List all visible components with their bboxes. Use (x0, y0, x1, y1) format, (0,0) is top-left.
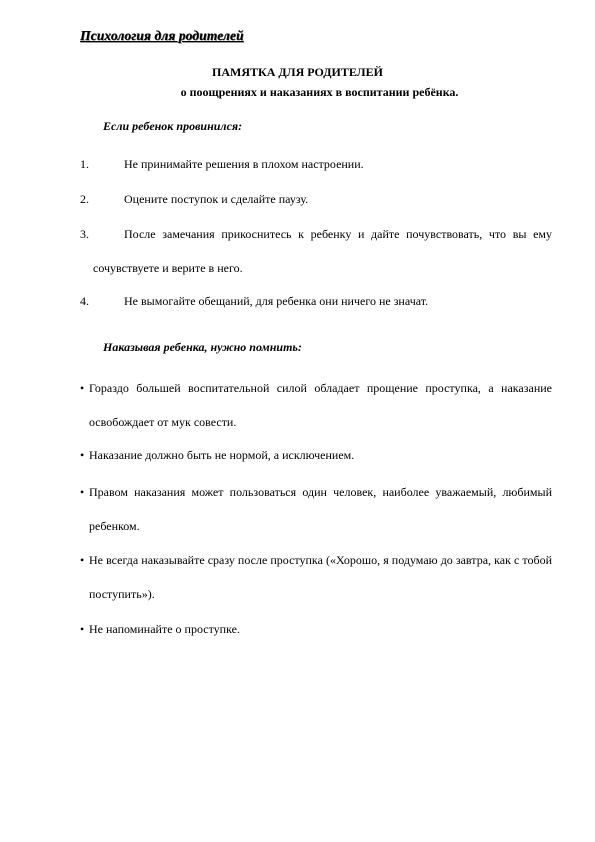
section-heading-punishing: Наказывая ребенка, нужно помнить: (103, 340, 302, 354)
bullet-item-2 (80, 438, 552, 472)
item-text: Не принимайте решения в плохом настроении. (124, 157, 364, 171)
bullet-item-3 (80, 475, 552, 543)
numbered-item-2 (80, 182, 552, 216)
item-number: 1. (80, 157, 89, 171)
memo-subtitle: о поощрениях и наказаниях в воспитании ребёнка. (180, 85, 459, 99)
item-number: 4. (80, 294, 89, 308)
bullet-icon: • (80, 553, 85, 567)
bullet-text: Правом наказания может пользоваться один человек, наиболее уважаемый, любимый ребенком. (89, 485, 552, 533)
bullet-text: Наказание должно быть не нормой, а исключением. (89, 448, 355, 462)
numbered-item-3 (80, 217, 552, 285)
bullet-icon: • (80, 448, 85, 462)
item-number: 3. (80, 227, 89, 241)
item-number: 2. (80, 192, 89, 206)
numbered-item-1 (80, 147, 552, 181)
section-heading-misbehaved: Если ребенок провинился: (103, 119, 243, 133)
memo-title: ПАМЯТКА ДЛЯ РОДИТЕЛЕЙ (212, 65, 383, 79)
bullet-item-4 (80, 543, 552, 611)
header-title: Психология для родителей (80, 28, 244, 43)
numbered-item-4 (80, 284, 552, 318)
item-text: Не вымогайте обещаний, для ребенка они ничего не значат. (124, 294, 429, 308)
bullet-icon: • (80, 622, 85, 636)
bullet-item-5 (80, 612, 552, 646)
item-text: Оцените поступок и сделайте паузу. (124, 192, 309, 206)
bullet-item-1 (80, 371, 552, 439)
bullet-text: Не напоминайте о проступке. (89, 622, 240, 636)
bullet-icon: • (80, 485, 85, 499)
bullet-icon: • (80, 381, 85, 395)
bullet-text: Не всегда наказывайте сразу после проступка («Хорошо, я подумаю до завтра, как с тобой поступить»). (89, 553, 552, 601)
item-text: После замечания прикоснитесь к ребенку и дайте почувствовать, что вы ему сочувствуете и верите в него. (93, 227, 552, 275)
bullet-text: Гораздо большей воспитательной силой обладает прощение проступка, а наказание освобождает от мук совести. (89, 381, 552, 429)
